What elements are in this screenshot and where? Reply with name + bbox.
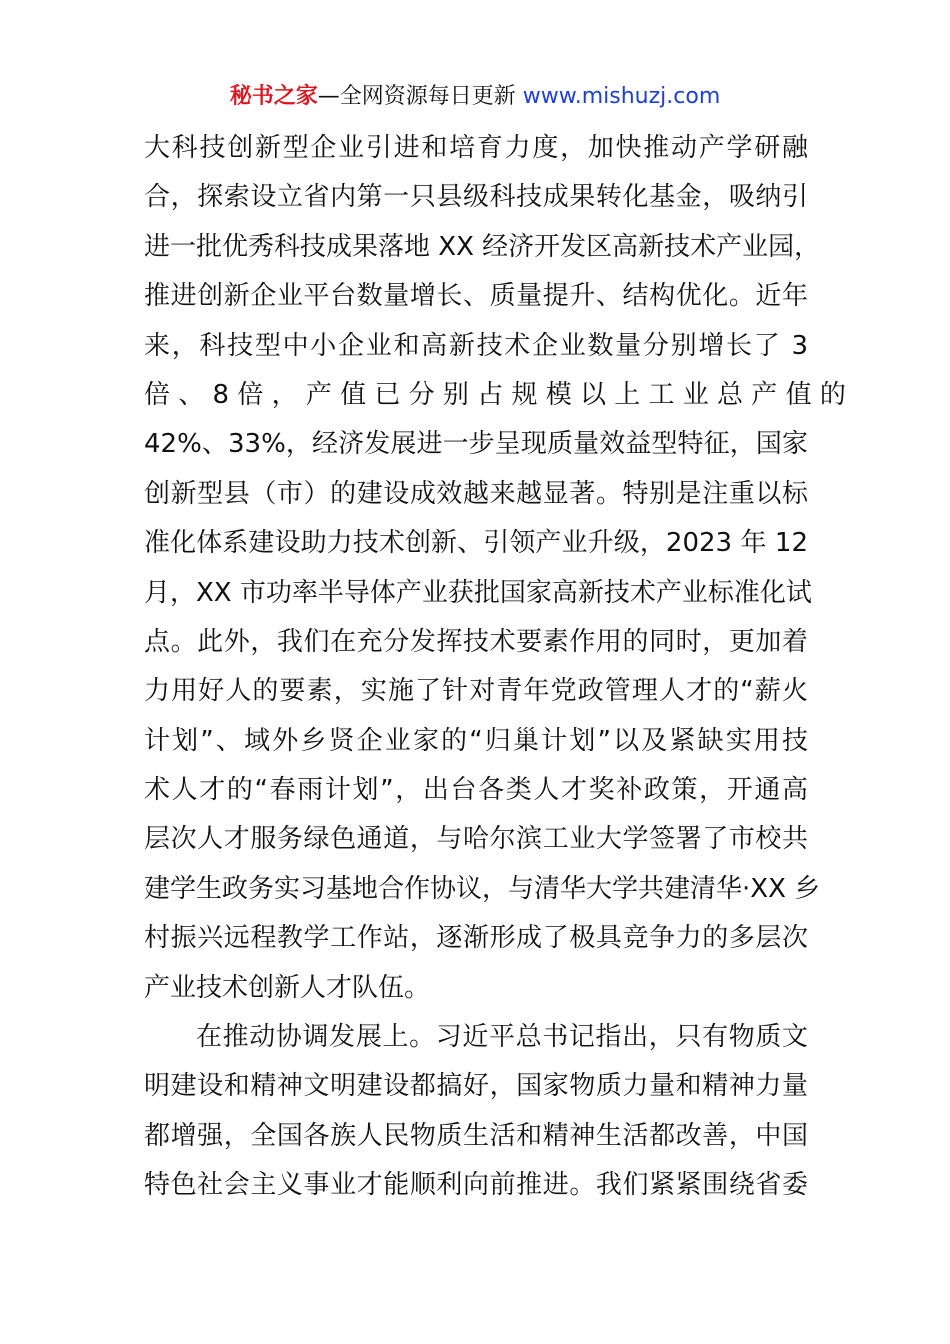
text-line: 准化体系建设助力技术创新、引领产业升级，2023 年 12 — [144, 528, 808, 559]
text-line: 来，科技型中小企业和高新技术企业数量分别增长了 3 — [144, 330, 808, 361]
text-line: 产业技术创新人才队伍。 — [144, 972, 431, 1003]
text-line: 术人才的“春雨计划”，出台各类人才奖补政策，开通高 — [144, 775, 808, 806]
site-header — [0, 82, 950, 112]
site-tagline: —全网资源每日更新 — [317, 84, 523, 109]
text-line: 点。此外，我们在充分发挥技术要素作用的同时，更加着 — [144, 626, 808, 657]
text-line: 建学生政务实习基地合作协议，与清华大学共建清华·XX 乡 — [144, 873, 821, 904]
text-line: 计划”、域外乡贤企业家的“归巢计划”以及紧缺实用技 — [144, 725, 808, 756]
text-line: 村振兴远程教学工作站，逐渐形成了极具竞争力的多层次 — [144, 923, 808, 954]
site-url-link[interactable]: www.mishuzj.com — [522, 84, 721, 109]
document-body — [144, 124, 846, 1211]
text-line: 进一批优秀科技成果落地 XX 经济开发区高新技术产业园， — [144, 231, 821, 262]
text-line: 倍 、 8 倍 ， 产 值 已 分 别 占 规 模 以 上 工 业 总 产 值 的 — [144, 379, 846, 410]
text-line: 力用好人的要素，实施了针对青年党政管理人才的“薪火 — [144, 676, 808, 707]
text-line: 特色社会主义事业才能顺利向前推进。我们紧紧围绕省委 — [144, 1170, 808, 1201]
text-line: 42%、33%，经济发展进一步呈现质量效益型特征，国家 — [144, 429, 808, 460]
site-brand: 秘书之家 — [229, 84, 318, 109]
text-line: 都增强，全国各族人民物质生活和精神生活都改善，中国 — [144, 1120, 808, 1151]
text-line: 合，探索设立省内第一只县级科技成果转化基金，吸纳引 — [144, 182, 808, 213]
text-line: 推进创新企业平台数量增长、质量提升、结构优化。近年 — [144, 281, 808, 312]
text-line: 大科技创新型企业引进和培育力度，加快推动产学研融 — [144, 133, 808, 163]
paragraph-first-line: 在推动协调发展上。习近平总书记指出，只有物质文 — [196, 1022, 808, 1053]
text-line: 层次人才服务绿色通道，与哈尔滨工业大学签署了市校共 — [144, 824, 808, 855]
text-line: 明建设和精神文明建设都搞好，国家物质力量和精神力量 — [144, 1071, 808, 1102]
text-line: 月，XX 市功率半导体产业获批国家高新技术产业标准化试 — [144, 577, 812, 608]
text-line: 创新型县（市）的建设成效越来越显著。特别是注重以标 — [144, 478, 808, 509]
